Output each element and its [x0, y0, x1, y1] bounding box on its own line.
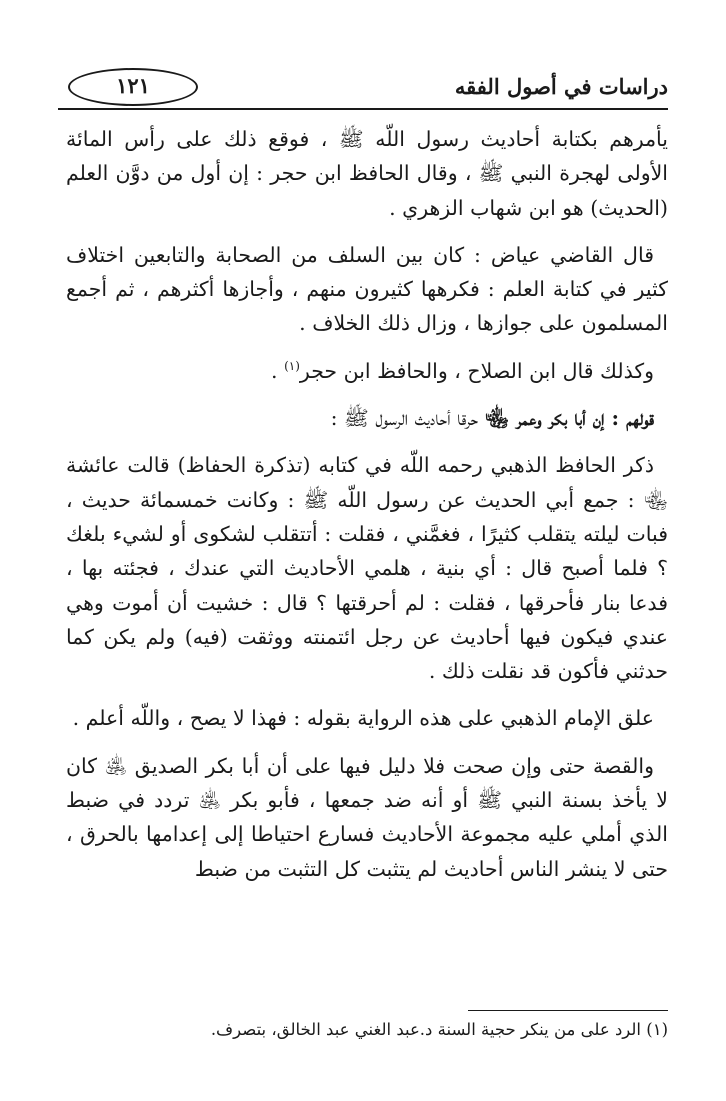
footnote: (١) الرد على من ينكر حجية السنة د.عبد الغني عبد الخالق، بتصرف.: [210, 1020, 668, 1039]
paragraph-2: قال القاضي عياض : كان بين السلف من الصحابة والتابعين اختلاف كثير في كتابة العلم : فكرهها كثيرون منهم ، وأجازها أكثرهم ، ثم أجمع المسلمون على جوازها ، وزال ذلك الخلاف .: [66, 242, 668, 336]
page-header: [58, 62, 668, 110]
page-number: ١٢١: [68, 68, 198, 106]
heading-bold: قولهم : إن أبا بكر وعمر ﵄: [484, 406, 654, 431]
paragraph-1: يأمرهم بكتابة أحاديث رسول اللّه ﷺ ، فوقع ذلك على رأس المائة الأولى لهجرة النبي ﷺ ، وقال الحافظ ابن حجر : إن أول من دوَّن العلم (الحديث) هو ابن شهاب الزهري .: [66, 127, 668, 220]
paragraph-3-text: وكذلك قال ابن الصلاح ، والحافظ ابن حجر: [299, 358, 654, 383]
paragraph-6: والقصة حتى وإن صحت فلا دليل فيها على أن أبا بكر الصديق ﵁ كان لا يأخذ بسنة النبي ﷺ أو أنه ضد جمعها ، فأبو بكر ﵁ تردد في ضبط الذي أملي عليه مجموعة الأحاديث فسارع احتياطا إلى إعدامها بالحرق ، حتى لا ينشر الناس أحاديث لم يتثبت كل التثبت من ضبط: [66, 753, 668, 881]
section-heading: [66, 401, 668, 435]
paragraph-4: ذكر الحافظ الذهبي رحمه اللّه في كتابه (تذكرة الحفاظ) قالت عائشة ﵄ : جمع أبي الحديث عن رسول اللّه ﷺ : وكانت خمسمائة حديث ، فبات ليلته يتقلب كثيرًا ، فغمَّني ، فقلت : أتتقلب لشكوى أو لشيء بلغك ؟ فلما أصبح قال : أي بنية ، هلمي الأحاديث التي عندك ، فجئته بها ، فدعا بنار فأحرقها ، فقلت : لم أحرقتها ؟ قال : خشيت أن أموت وهي عندي فيكون فيها أحاديث عن رجل ائتمنته ووثقت (فيه) ولم يكن كما حدثني فأكون قد نقلت ذلك .: [66, 453, 668, 684]
footnote-marker: (١): [284, 358, 300, 373]
body-text: [66, 122, 668, 899]
running-title: دراسات في أصول الفقه: [454, 74, 668, 99]
footnote-rule: [468, 1010, 668, 1011]
heading-rest: حرقا أحاديث الرسول ﷺ :: [330, 406, 485, 431]
header-rule: [58, 108, 668, 110]
paragraph-3-end: .: [271, 358, 285, 383]
paragraph-5: علق الإمام الذهبي على هذه الرواية بقوله : فهذا لا يصح ، واللّه أعلم .: [72, 706, 654, 731]
paragraph-3: [66, 354, 668, 388]
